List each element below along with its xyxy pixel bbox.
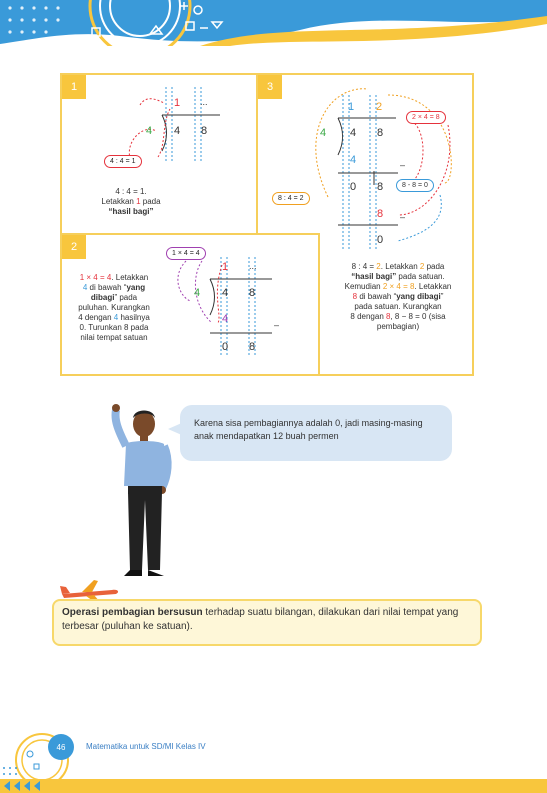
subtrahend-1: 4 — [222, 313, 229, 325]
quotient-tens: 1 — [222, 261, 229, 273]
speech-bubble — [180, 405, 452, 461]
key-concept-note — [52, 599, 482, 646]
step-1-panel — [60, 73, 258, 235]
step-3-subtract-pill: 8 - 8 = 0 — [396, 179, 434, 192]
step-1-line-2: Letakkan 1 pada — [101, 197, 161, 206]
quotient-placeholder: ... — [200, 97, 208, 107]
minus-sign: – — [274, 320, 280, 330]
speech-text: Karena sisa pembagiannya adalah 0, jadi masing-masing anak mendapatkan 12 buah permen — [194, 418, 423, 441]
brought-down-units: 8 — [249, 341, 256, 353]
minus-sign-2: – — [400, 212, 406, 222]
page-number: 46 — [48, 734, 74, 760]
quotient-units: 2 — [376, 101, 383, 113]
note-text: terhadap suatu bilangan, dilakukan dari nilai tempat yang terbesar (puluhan ke satuan). — [62, 607, 459, 632]
divisor: 4 — [146, 125, 153, 137]
step-2-explanation: 1 × 4 = 4. Letakkan 4 di bawah “yang dibagi” pada puluhan. Kurangkan 4 dengan 4 hasilnya 0. Turunkan 8 pada nilai tempat satuan — [78, 273, 150, 342]
dividend-units: 8 — [249, 287, 256, 299]
step-3-multiply-pill: 2 × 4 = 8 — [406, 111, 446, 124]
step-1-hint-pill: 4 : 4 = 1 — [104, 155, 142, 168]
step-1-line-3: “hasil bagi” — [108, 207, 154, 216]
step-2-panel — [60, 233, 320, 376]
brought-down-units: 8 — [377, 181, 384, 193]
footer-bar — [0, 779, 547, 793]
chevron-arrows-icon — [0, 779, 60, 793]
step-1-line-1: 4 : 4 = 1. — [115, 187, 147, 196]
step-number: 2 — [62, 235, 86, 259]
page-header-decoration — [0, 0, 547, 46]
note-bold-term: Operasi pembagian bersusun — [62, 607, 203, 618]
step-2-hint-pill: 1 × 4 = 4 — [166, 247, 206, 260]
quotient-placeholder: ... — [249, 261, 257, 271]
subtrahend-1: 4 — [350, 154, 357, 166]
dividend-tens: 4 — [174, 125, 181, 137]
minus-sign-1: – — [400, 160, 406, 170]
step-number: 3 — [258, 75, 282, 99]
remainder-tens: 0 — [350, 181, 357, 193]
book-title: Matematika untuk SD/MI Kelas IV — [86, 742, 206, 751]
divisor: 4 — [320, 127, 327, 139]
dividend-units: 8 — [201, 125, 208, 137]
quotient-tens: 1 — [174, 97, 181, 109]
divisor: 4 — [194, 287, 201, 299]
final-remainder: 0 — [377, 234, 384, 246]
step-1-explanation — [76, 187, 186, 217]
remainder-tens: 0 — [222, 341, 229, 353]
header-banner-graphic — [0, 0, 547, 46]
dividend-tens: 4 — [222, 287, 229, 299]
step-3-divide-pill: 8 : 4 = 2 — [272, 192, 310, 205]
subtrahend-2: 8 — [377, 208, 384, 220]
dividend-units: 8 — [377, 127, 384, 139]
step-3-explanation: 8 : 4 = 2. Letakkan 2 pada “hasil bagi” pada satuan. Kemudian 2 × 4 = 8. Letakkan 8 di bawah “yang dibagi” pada satuan. Kurangkan 8 dengan 8, 8 − 8 = 0 (sisa pembagian) — [344, 262, 452, 331]
speech-bubble-tail — [168, 422, 184, 436]
quotient-tens: 1 — [348, 101, 355, 113]
dividend-tens: 4 — [350, 127, 357, 139]
step-number: 1 — [62, 75, 86, 99]
